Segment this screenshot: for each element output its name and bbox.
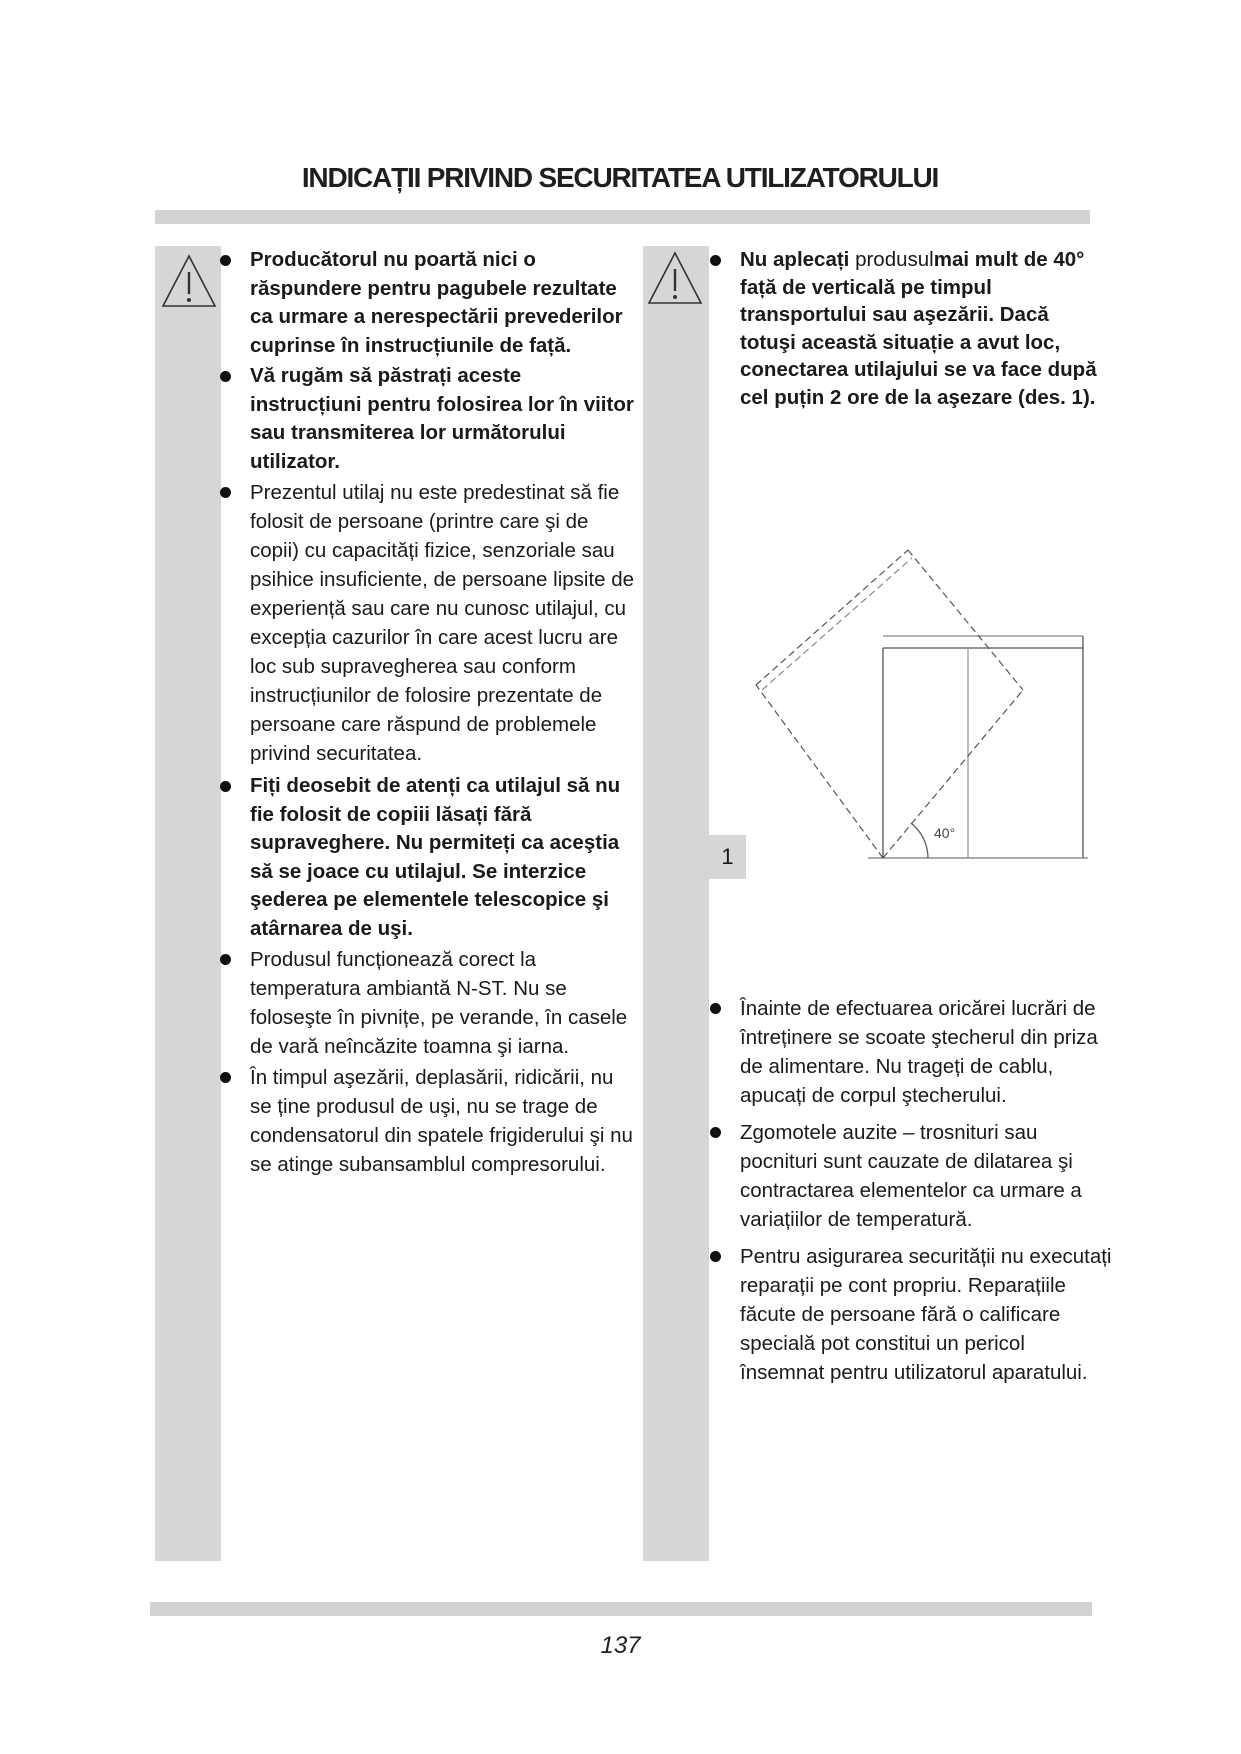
list-item: Fiți deosebit de atenți ca utilajul să nu fie folosit de copiii lăsați fără supraveghere. Nu permiteți ca aceştia să se joace cu utilajul. Se interzice şederea pe elementele telescopice şi atârnarea de uşi. [218,772,638,943]
angle-label: 40° [934,825,956,841]
warning-icon [645,249,705,309]
list-item: Pentru asigurarea securității nu executați reparații pe cont propriu. Reparațiile făcute de persoane fără o calificare specială pot constitui un pericol însemnat pentru utilizatorul aparatului. [708,1242,1112,1387]
list-item: Prezentul utilaj nu este predestinat să fie folosit de persoane (printre care şi de copii) cu capacități fizice, senzoriale sau psihice insuficiente, de persoane lipsite de experiență sau care nu cunosc utilajul, cu excepția cazurilor în care acest lucru are loc sub supravegherea sau conform instrucțiunilor de folosire prezentate de persoane care răspund de problemele privind securitatea. [218,478,638,768]
list-item: Vă rugăm să păstrați aceste instrucțiuni pentru folosirea lor în viitor sau transmiterea lor următorului utilizator. [218,362,638,476]
list-item: Zgomotele auzite – trosnituri sau pocnituri sunt cauzate de dilatarea şi contractarea elementelor ca urmare a variațiilor de temperatură. [708,1118,1112,1234]
bullet-icon [710,1251,721,1262]
warning-icon [159,252,219,312]
bullet-icon [220,781,231,792]
bullet-icon [220,954,231,965]
list-item: Nu aplecați produsulmai mult de 40° față de verticală pe timpul transportului sau aşezării. Dacă totuşi această situație a avut loc, conectarea utilajului se va face după cel puțin 2 ore de la aşezare (des. 1). [708,246,1108,411]
list-item: Producătorul nu poartă nici o răspundere pentru pagubele rezultate ca urmare a nerespectării prevederilor cuprinse în instrucțiunile de față. [218,246,638,360]
tilt-diagram [748,540,1098,870]
bullet-icon [220,255,231,266]
right-column-bottom [708,994,1112,1387]
list-item: În timpul aşezării, deplasării, ridicării, nu se ține produsul de uşi, nu se trage de condensatorul din spatele frigiderului şi nu se atinge subansamblul compresorului. [218,1063,638,1179]
bullet-icon [710,1127,721,1138]
bullet-icon [220,487,231,498]
list-item: Înainte de efectuarea oricărei lucrări de întreținere se scoate ştecherul din priza de alimentare. Nu trageți de cablu, apucați de corpul ştecherului. [708,994,1112,1110]
bullet-icon [220,1072,231,1083]
top-divider [155,210,1090,224]
page-title: INDICAȚII PRIVIND SECURITATEA UTILIZATORULUI [301,162,939,193]
right-margin-strip [643,246,709,1561]
bottom-divider [150,1602,1092,1616]
left-column [218,246,638,1179]
left-margin-strip [155,246,221,1561]
right-column-top [708,246,1108,411]
list-item: Produsul funcționează corect la temperatura ambiantă N-ST. Nu se foloseşte în pivnițe, pe verande, în casele de vară neîncăzite toamna şi iarna. [218,945,638,1061]
bullet-icon [710,255,721,266]
figure-label: 1 [709,835,746,879]
bullet-icon [220,371,231,382]
bullet-icon [710,1003,721,1014]
page-number: 137 [600,1632,641,1659]
